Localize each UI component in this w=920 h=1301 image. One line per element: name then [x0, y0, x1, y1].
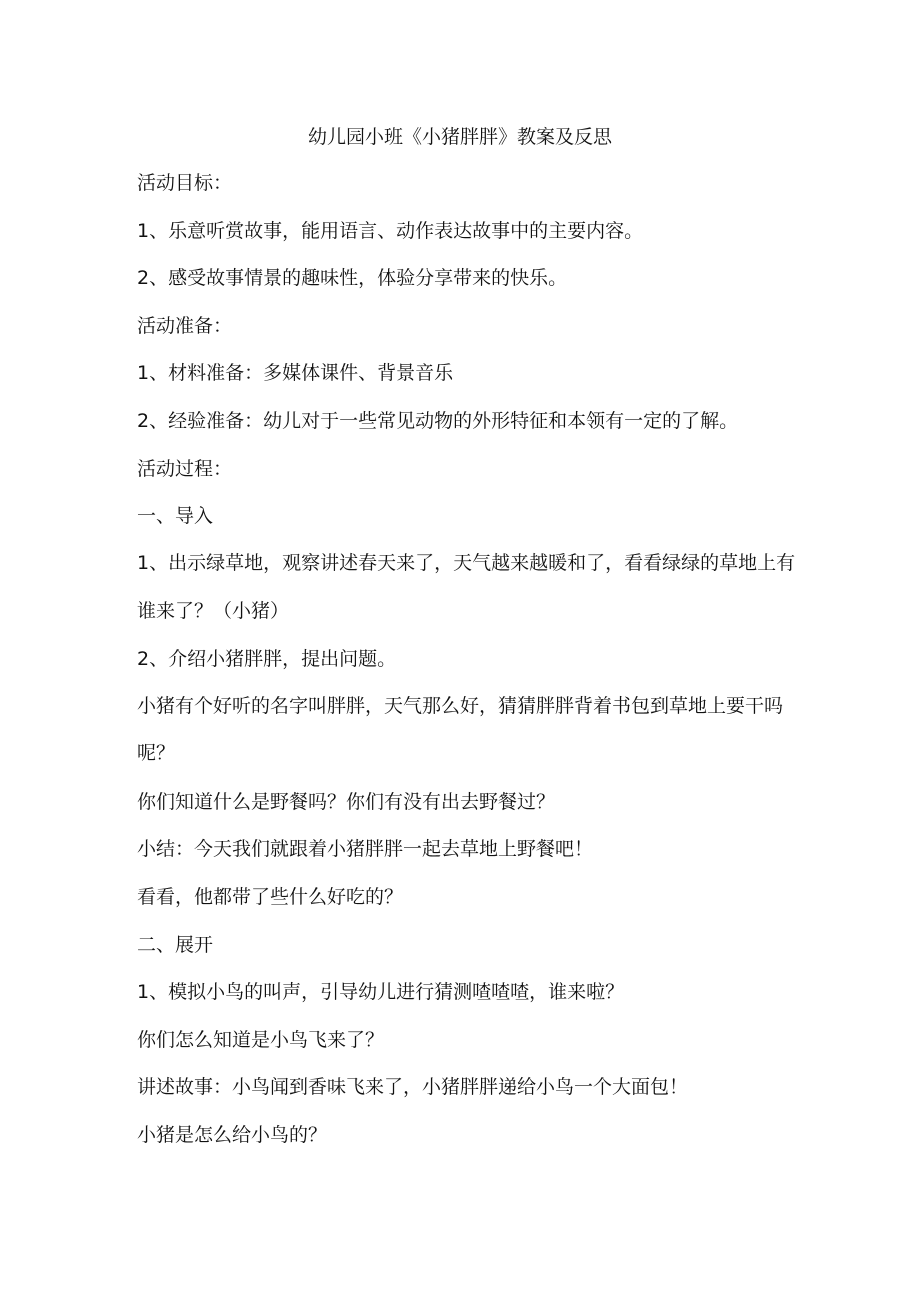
section-heading-process: 活动过程：	[137, 457, 233, 480]
section-heading-preparation: 活动准备：	[137, 314, 233, 337]
question-how-given: 小猪是怎么给小鸟的？	[137, 1123, 328, 1146]
development-step-1: 1、模拟小鸟的叫声，引导幼儿进行猜测喳喳喳，谁来啦？	[137, 981, 625, 1004]
question-food: 看看，他都带了些什么好吃的？	[137, 885, 404, 908]
story-telling-paragraph: 讲述故事：小鸟闻到香味飞来了，小猪胖胖递给小鸟一个大面包！	[137, 1076, 689, 1099]
document-body	[137, 168, 797, 1167]
question-picnic: 你们知道什么是野餐吗？你们有没有出去野餐过？	[137, 790, 556, 813]
question-bird: 你们怎么知道是小鸟飞来了？	[137, 1028, 385, 1051]
preparation-item-1: 1、材料准备：多媒体课件、背景音乐	[137, 362, 454, 385]
process-step-1: 1、出示绿草地，观察讲述春天来了，天气越来越暖和了，看看绿绿的草地上有谁来了？（小猪）	[137, 551, 796, 622]
summary-paragraph: 小结：今天我们就跟着小猪胖胖一起去草地上野餐吧！	[137, 838, 594, 861]
section-heading-goals: 活动目标：	[137, 172, 233, 194]
goal-item-1: 1、乐意听赏故事，能用语言、动作表达故事中的主要内容。	[137, 219, 644, 242]
story-paragraph-piggy-name: 小猪有个好听的名字叫胖胖，天气那么好，猜猜胖胖背着书包到草地上要干吗呢？	[137, 694, 784, 765]
document-title: 幼儿园小班《小猪胖胖》教案及反思	[307, 126, 612, 148]
subheading-introduction: 一、导入	[137, 505, 214, 528]
goal-item-2: 2、感受故事情景的趣味性，体验分享带来的快乐。	[137, 267, 568, 290]
subheading-development: 二、展开	[137, 933, 214, 956]
process-step-2: 2、介绍小猪胖胖，提出问题。	[137, 647, 397, 670]
preparation-item-2: 2、经验准备：幼儿对于一些常见动物的外形特征和本领有一定的了解。	[137, 409, 739, 432]
